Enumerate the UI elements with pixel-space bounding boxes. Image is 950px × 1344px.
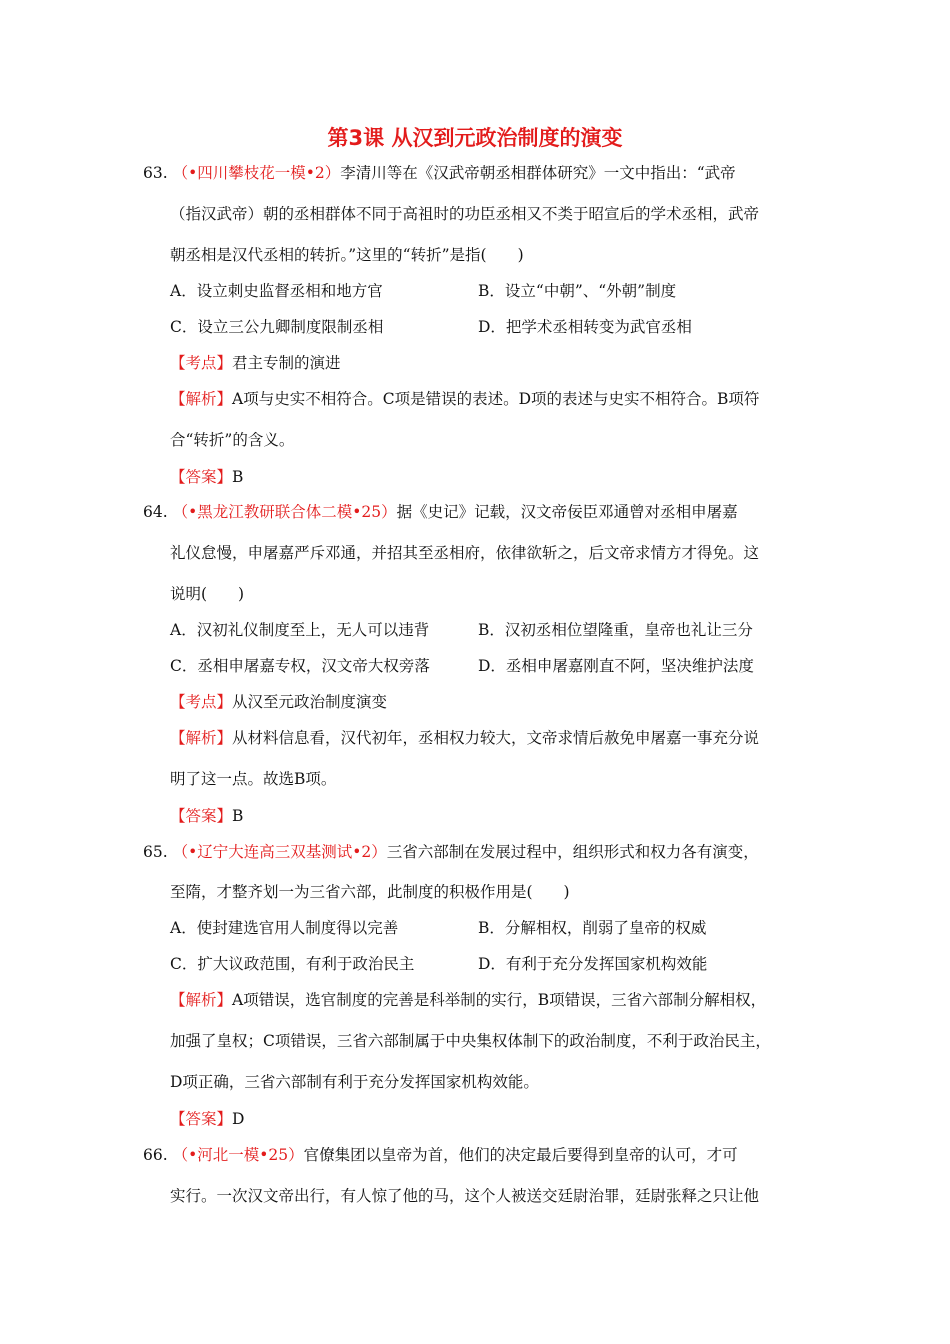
daan-text: B bbox=[232, 468, 244, 486]
option-a: A．汉初礼仪制度至上，无人可以违背 bbox=[170, 621, 430, 639]
question-stem: 官僚集团以皇帝为首，他们的决定最后要得到皇帝的认可，才可 bbox=[303, 1146, 738, 1164]
question-stem: 朝丞相是汉代丞相的转折。”这里的“转折”是指( ) bbox=[170, 246, 524, 264]
option-b: B．设立“中朝”、“外朝”制度 bbox=[478, 282, 677, 300]
question-stem: 至隋，才整齐划一为三省六部，此制度的积极作用是( ) bbox=[170, 883, 570, 901]
option-b: B．汉初丞相位望隆重，皇帝也礼让三分 bbox=[478, 621, 753, 639]
question-line bbox=[143, 163, 736, 183]
jiexi-text: 从材料信息看，汉代初年，丞相权力较大，文帝求情后赦免申屠嘉一事充分说 bbox=[232, 729, 760, 747]
option-c: C．扩大议政范围，有利于政治民主 bbox=[170, 955, 415, 973]
question-stem: 据《史记》记载，汉文帝佞臣邓通曾对丞相申屠嘉 bbox=[396, 503, 738, 521]
jiexi-row: 【解析】A项错误，选官制度的完善是科举制的实行，B项错误，三省六部制分解相权， bbox=[170, 991, 767, 1009]
option-d: D．丞相申屠嘉刚直不阿，坚决维护法度 bbox=[478, 657, 754, 675]
kaodian-text: 君主专制的演进 bbox=[232, 354, 341, 372]
question-number: 66. bbox=[143, 1146, 168, 1164]
jiexi-label: 解析 bbox=[185, 991, 217, 1009]
daan-text: B bbox=[232, 807, 244, 825]
jiexi-text: 明了这一点。故选B项。 bbox=[170, 770, 337, 788]
kaodian-row: 【考点】君主专制的演进 bbox=[170, 354, 341, 372]
question-stem: 礼仪怠慢，申屠嘉严斥邓通，并招其至丞相府，依律欲斩之，后文帝求情方才得免。这 bbox=[170, 544, 760, 562]
question-line bbox=[143, 842, 759, 862]
option-d: D．有利于充分发挥国家机构效能 bbox=[478, 955, 708, 973]
question-stem: 说明( ) bbox=[170, 585, 245, 603]
question-stem: （指汉武帝）朝的丞相群体不同于高祖时的功臣丞相又不类于昭宣后的学术丞相，武帝 bbox=[170, 205, 760, 223]
question-source: （•黑龙江教研联合体二模•25） bbox=[172, 503, 397, 521]
jiexi-row: 【解析】从材料信息看，汉代初年，丞相权力较大，文帝求情后赦免申屠嘉一事充分说 bbox=[170, 729, 760, 747]
question-stem: 实行。一次汉文帝出行，有人惊了他的马，这个人被送交廷尉治罪，廷尉张释之只让他 bbox=[170, 1187, 760, 1205]
daan-row: 【答案】B bbox=[170, 807, 244, 825]
jiexi-text: 加强了皇权；C项错误，三省六部制属于中央集权体制下的政治制度，不利于政治民主， bbox=[170, 1032, 771, 1050]
jiexi-text: A项与史实不相符合。C项是错误的表述。D项的表述与史实不相符合。B项符 bbox=[232, 390, 760, 408]
question-number: 63. bbox=[143, 164, 168, 182]
kaodian-row: 【考点】从汉至元政治制度演变 bbox=[170, 693, 388, 711]
option-c: C．设立三公九卿制度限制丞相 bbox=[170, 318, 384, 336]
option-a: A．使封建选官用人制度得以完善 bbox=[170, 919, 399, 937]
jiexi-text: D项正确，三省六部制有利于充分发挥国家机构效能。 bbox=[170, 1073, 539, 1091]
question-source: （•辽宁大连高三双基测试•2） bbox=[172, 843, 387, 861]
option-b: B．分解相权，削弱了皇帝的权威 bbox=[478, 919, 707, 937]
question-source: （•河北一模•25） bbox=[172, 1146, 304, 1164]
question-number: 64. bbox=[143, 503, 168, 521]
option-a: A．设立刺史监督丞相和地方官 bbox=[170, 282, 383, 300]
jiexi-row: 【解析】A项与史实不相符合。C项是错误的表述。D项的表述与史实不相符合。B项符 bbox=[170, 390, 760, 408]
jiexi-text: A项错误，选官制度的完善是科举制的实行，B项错误，三省六部制分解相权， bbox=[232, 991, 767, 1009]
question-source: （•四川攀枝花一模•2） bbox=[172, 164, 341, 182]
question-line bbox=[143, 1145, 738, 1165]
daan-label: 答案 bbox=[185, 807, 217, 825]
question-stem: 李清川等在《汉武帝朝丞相群体研究》一文中指出：“武帝 bbox=[340, 164, 736, 182]
kaodian-label: 考点 bbox=[185, 693, 217, 711]
daan-row: 【答案】B bbox=[170, 468, 244, 486]
jiexi-text: 合“转折”的含义。 bbox=[170, 431, 295, 449]
lesson-title: 第3课 从汉到元政治制度的演变 bbox=[327, 126, 623, 150]
kaodian-label: 考点 bbox=[185, 354, 217, 372]
option-d: D．把学术丞相转变为武官丞相 bbox=[478, 318, 692, 336]
daan-row: 【答案】D bbox=[170, 1110, 245, 1128]
option-c: C．丞相申屠嘉专权，汉文帝大权旁落 bbox=[170, 657, 430, 675]
daan-label: 答案 bbox=[185, 1110, 217, 1128]
question-line bbox=[143, 502, 738, 522]
question-stem: 三省六部制在发展过程中，组织形式和权力各有演变， bbox=[386, 843, 759, 861]
question-number: 65. bbox=[143, 843, 168, 861]
jiexi-label: 解析 bbox=[185, 729, 217, 747]
jiexi-label: 解析 bbox=[185, 390, 217, 408]
daan-label: 答案 bbox=[185, 468, 217, 486]
daan-text: D bbox=[232, 1110, 245, 1128]
kaodian-text: 从汉至元政治制度演变 bbox=[232, 693, 388, 711]
